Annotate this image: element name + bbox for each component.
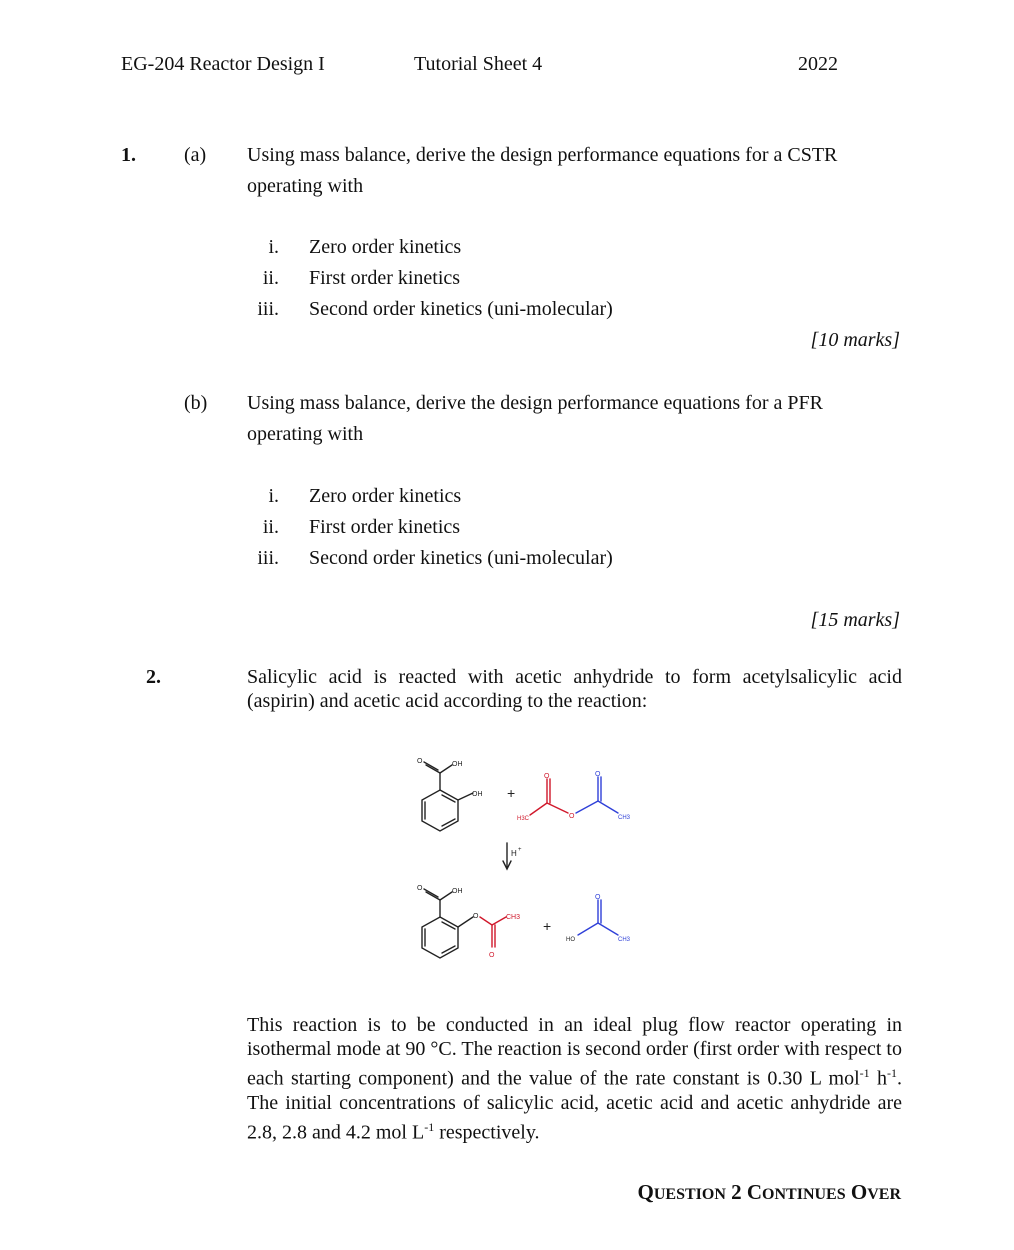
question-2-number: 2. [146, 666, 161, 688]
aspirin-oh-label: OH [452, 888, 463, 895]
part-a-item-num-1: i. [268, 236, 279, 258]
part-b-item-num-3: iii. [257, 547, 279, 569]
plus-sign-bottom: + [543, 918, 552, 934]
part-a-text-line1: Using mass balance, derive the design performance equations for a CSTR [247, 144, 838, 166]
aspirin-o-label: O [417, 885, 423, 892]
acetic-anhydride-structure [530, 777, 618, 815]
part-a-item-num-2: ii. [262, 267, 279, 289]
part-b-marks: [15 marks] [810, 609, 900, 631]
part-a-item-text-3: Second order kinetics (uni-molecular) [309, 298, 613, 320]
aspirin-structure [422, 889, 506, 958]
header-year: 2022 [798, 53, 838, 75]
footer-w1-cap: Q [637, 1180, 654, 1204]
plus-sign-top: + [507, 785, 516, 801]
anhydride-o-left-label: O [544, 773, 550, 780]
footer-w3-rest: VER [867, 1186, 901, 1203]
part-b-item-text-3: Second order kinetics (uni-molecular) [309, 547, 613, 569]
acetic-acid-o-label: O [595, 894, 601, 901]
part-a-item-num-3: iii. [257, 298, 279, 320]
part-b-text-line1: Using mass balance, derive the design performance equations for a PFR [247, 392, 823, 414]
part-a-label: (a) [184, 144, 207, 166]
header-course: EG-204 Reactor Design I [121, 53, 325, 75]
header-sheet: Tutorial Sheet 4 [414, 53, 543, 75]
anhydride-ch3-label: CH3 [618, 815, 631, 821]
footer-continues-over [638, 1180, 902, 1207]
paragraph-sup-1: -1 [859, 1066, 870, 1080]
part-b-item-num-2: ii. [262, 516, 279, 538]
paragraph-part-2: h [869, 1067, 887, 1090]
part-b-text-line2: operating with [247, 423, 364, 445]
paragraph-part-3: . The initial concentrations of salicylic acid, acetic acid and acetic anhydride are 2.8, 2.8 and 4.2 mol L [247, 1067, 902, 1144]
anhydride-bridge-o-label: O [569, 813, 575, 820]
catalyst-label: H [511, 849, 517, 858]
part-b-label: (b) [184, 392, 208, 414]
part-b-item-text-1: Zero order kinetics [309, 485, 462, 507]
acetic-acid-ch3-label: CH3 [618, 937, 631, 943]
part-a-marks: [10 marks] [810, 329, 900, 351]
part-b-item-num-1: i. [268, 485, 279, 507]
aspirin-carbonyl-o-label: O [489, 952, 495, 959]
salicylic-o-label: O [417, 758, 423, 765]
question-2-paragraph [247, 1013, 902, 1144]
question-1-number: 1. [121, 144, 136, 166]
acetic-acid-structure [578, 900, 618, 935]
salicylic-acid-structure [422, 762, 473, 831]
paragraph-sup-2: -1 [887, 1066, 897, 1080]
anhydride-o-right-label: O [595, 771, 601, 778]
part-a-item-text-2: First order kinetics [309, 267, 461, 289]
paragraph-part-1: This reaction is to be conducted in an ideal plug flow reactor operating in isothermal mode at 90 °C. The reaction is second order (first order with respect to each starting component) and the value of the rate constant is 0.30 L mol [247, 1014, 902, 1090]
salicylic-phenol-oh-label: OH [472, 791, 483, 798]
paragraph-part-4: respectively. [434, 1121, 540, 1144]
paragraph-sup-3: -1 [424, 1119, 435, 1134]
part-b-item-text-2: First order kinetics [309, 516, 461, 538]
footer-number: 2 [731, 1180, 742, 1204]
footer-w2-cap: C [746, 1180, 763, 1204]
acetic-acid-ho-label: HO [566, 937, 575, 943]
salicylic-cooh-oh-label: OH [452, 761, 463, 768]
part-a-text-line2: operating with [247, 175, 364, 197]
aspirin-ester-o-label: O [473, 913, 479, 920]
reaction-scheme [400, 745, 640, 975]
part-a-item-text-1: Zero order kinetics [309, 236, 462, 258]
footer-w3-cap: O [850, 1180, 868, 1204]
catalyst-superscript: + [518, 847, 522, 853]
question-2-intro: Salicylic acid is reacted with acetic anhydride to form acetylsalicylic acid (aspirin) and acetic acid according to the reaction: [247, 666, 902, 712]
reaction-arrow [503, 843, 511, 869]
footer-w1-rest: UESTION [653, 1186, 726, 1203]
aspirin-ch3-label: CH3 [506, 914, 521, 921]
anhydride-h3c-label: H3C [517, 816, 530, 822]
footer-w2-rest: ONTINUES [762, 1186, 846, 1203]
